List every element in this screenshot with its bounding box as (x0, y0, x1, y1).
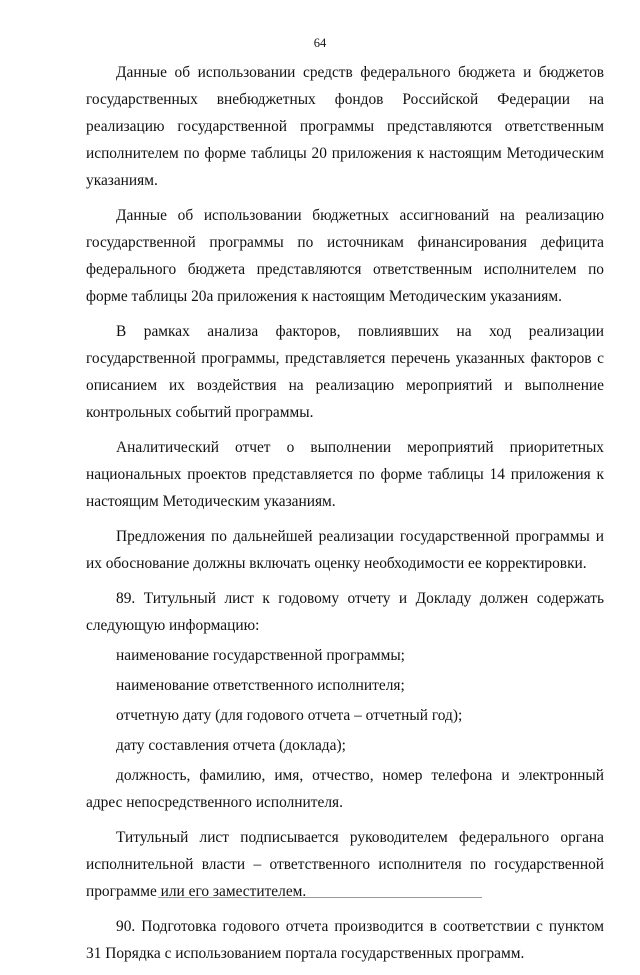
bottom-rule (158, 897, 482, 898)
list-item-report-date: дату составления отчета (доклада); (116, 737, 346, 754)
list-item-reporting-date: отчетную дату (для годового отчета – отчетный год); (116, 707, 463, 724)
paragraph-90-preparation: 90. Подготовка годового отчета производится в соответствии с пунктом 31 Порядка с использованием портала государственных программ. (86, 918, 604, 962)
list-item-executor-contacts: должность, фамилию, имя, отчество, номер телефона и электронный адрес непосредственного исполнителя. (86, 767, 604, 811)
paragraph-89-title-page: 89. Титульный лист к годовому отчету и Докладу должен содержать следующую информацию: (86, 590, 604, 634)
paragraph-title-page-signature: Титульный лист подписывается руководителем федерального органа исполнительной власти – ответственного исполнителя по государственной программе или его заместителем. (86, 829, 604, 900)
page-number: 64 (313, 36, 327, 50)
document-body (86, 59, 604, 975)
list-item-executor-name: наименование ответственного исполнителя; (116, 677, 405, 694)
paragraph-federal-budget-data: Данные об использовании средств федерального бюджета и бюджетов государственных внебюджетных фондов Российской Федерации на реализацию государственной программы представляются ответственным исполнителем по форме таблицы 20 приложения к настоящим Методическим указаниям. (86, 64, 604, 189)
paragraph-factors-analysis: В рамках анализа факторов, повлиявших на ход реализации государственной программы, представляется перечень указанных факторов с описанием их воздействия на реализацию мероприятий и выполнение контрольных событий программы. (86, 323, 604, 421)
paragraph-proposals: Предложения по дальнейшей реализации государственной программы и их обоснование должны включать оценку необходимости ее корректировки. (86, 528, 604, 572)
paragraph-budget-allocations: Данные об использовании бюджетных ассигнований на реализацию государственной программы по источникам финансирования дефицита федерального бюджета представляются ответственным исполнителем по форме таблицы 20а приложения к настоящим Методическим указаниям. (86, 207, 604, 305)
list-item-program-name: наименование государственной программы; (116, 647, 405, 664)
paragraph-analytical-report: Аналитический отчет о выполнении мероприятий приоритетных национальных проектов представляется по форме таблицы 14 приложения к настоящим Методическим указаниям. (86, 439, 604, 510)
